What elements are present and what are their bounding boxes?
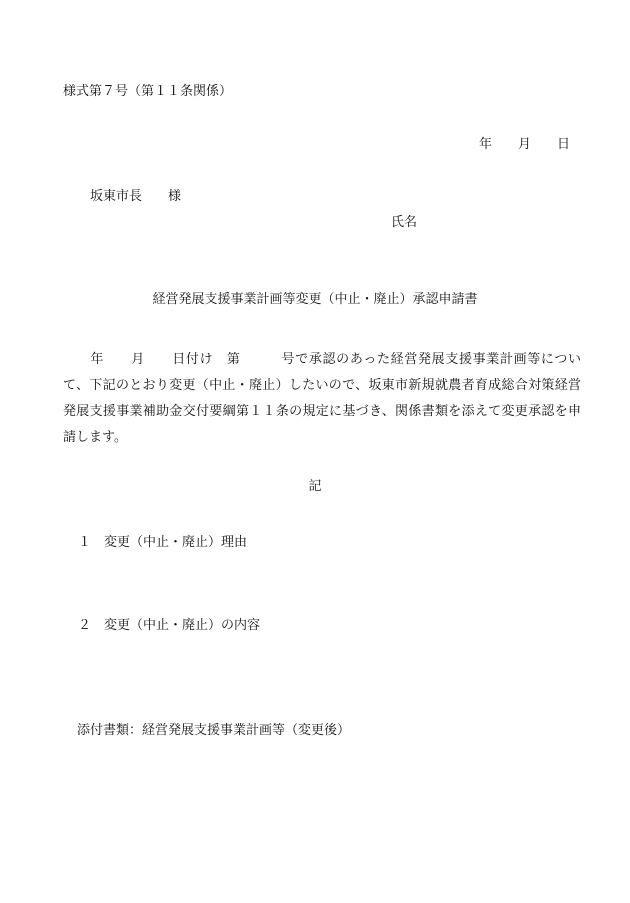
date-line: 年 月 日 <box>478 137 570 152</box>
document-title: 経営発展支援事業計画等変更（中止・廃止）承認申請書 <box>152 292 478 307</box>
body-paragraph: 年 月 日付け 第 号で承認のあった経営発展支援事業計画等について、下記のとおり変更（中止・廃止）したいので、坂東市新規就農者育成総合対策経営発展支援事業補助金交付要綱第１１条の規定に基づき、関係書類を添えて変更承認を申請します。 <box>63 352 581 445</box>
record-mark: 記 <box>308 479 322 494</box>
addressee: 坂東市長 様 <box>90 189 182 204</box>
attachments-line: 添付書類：経営発展支援事業計画等（変更後） <box>77 723 351 738</box>
form-number: 様式第７号（第１１条関係） <box>63 84 233 99</box>
item-change-reason: １ 変更（中止・廃止）理由 <box>78 535 248 550</box>
item-change-content: ２ 変更（中止・廃止）の内容 <box>78 618 261 633</box>
applicant-name-label: 氏名 <box>391 215 418 230</box>
